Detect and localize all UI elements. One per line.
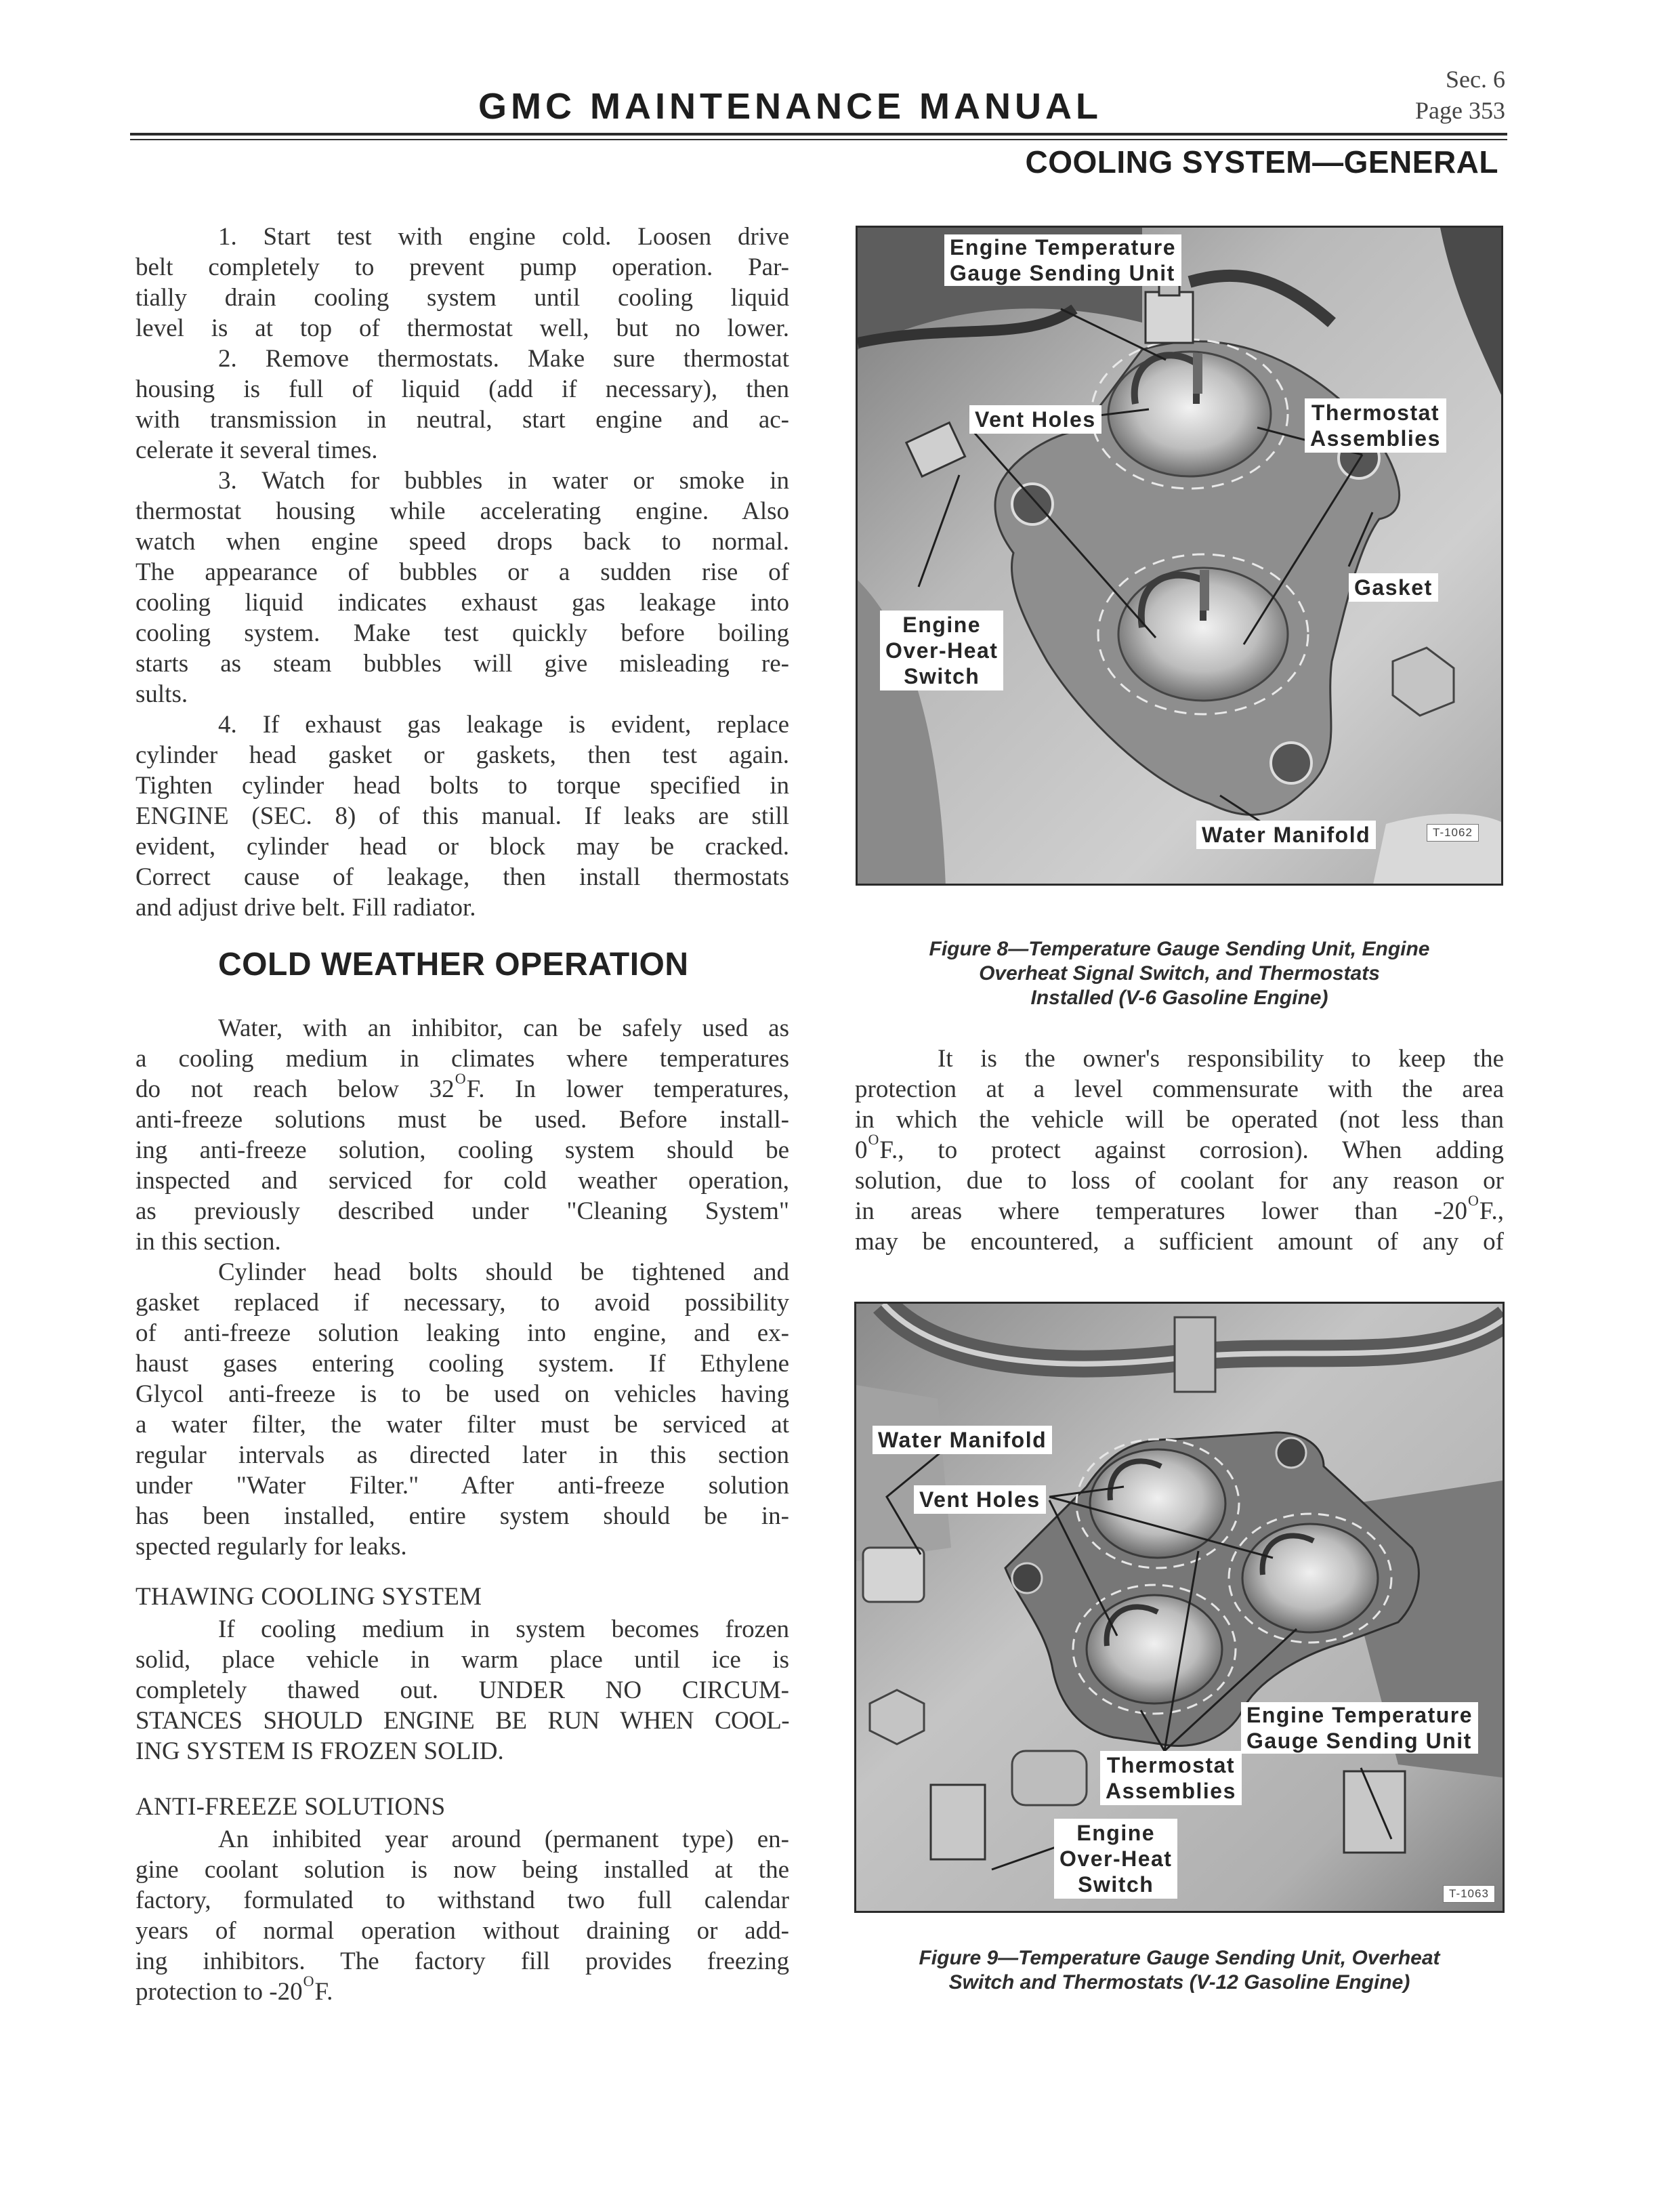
label-line: Thermostat [1311,400,1440,425]
text-line: 4. If exhaust gas leakage is evident, replace [218,711,789,739]
text-line: Glycol anti-freeze is to be used on vehicles having [135,1380,789,1408]
caption-line: Figure 9—Temperature Gauge Sending Unit, Overheat [919,1947,1440,1969]
text-line: solution, due to loss of coolant for any reason or [855,1167,1504,1195]
text-line: has been installed, entire system should be in- [135,1502,789,1530]
text-line [135,1973,789,2007]
degree-symbol: O [303,1973,314,1989]
text-line: celerate it several times. [135,436,378,464]
text-line: cooling system. Make test quickly before boiling [135,619,789,647]
text-line: cylinder head gasket or gaskets, then test again. [135,741,789,769]
text-line: ENGINE (SEC. 8) of this manual. If leaks are still [135,802,789,830]
text-line [855,1131,1504,1165]
text-line: ing inhibitors. The factory fill provides freezing [135,1947,789,1975]
text-line: It is the owner's responsibility to keep the [938,1045,1504,1073]
text-line: Tighten cylinder head bolts to torque specified in [135,772,789,800]
figure-tag: T-1063 [1443,1885,1495,1903]
antifreeze-body [135,1824,789,2007]
text-line [135,1070,789,1105]
text-line: ing anti-freeze solution, cooling system should be [135,1136,789,1164]
text-fragment: F., [1479,1197,1504,1225]
section-label: Sec. 6 [1446,66,1505,93]
antifreeze-heading: ANTI-FREEZE SOLUTIONS [135,1793,446,1821]
thawing-heading: THAWING COOLING SYSTEM [135,1583,482,1611]
header-rule-bottom [130,139,1507,140]
label-vent-holes: Vent Holes [969,405,1101,434]
cold-weather-para-1 [135,1013,789,1257]
label-water-manifold: Water Manifold [1196,821,1376,849]
text-line: in which the vehicle will be operated (not less than [855,1106,1504,1134]
text-line: housing is full of liquid (add if necessary), then [135,375,789,403]
text-line: regular intervals as directed later in this section [135,1441,789,1469]
text-line: a water filter, the water filter must be serviced at [135,1411,789,1439]
text-line: factory, formulated to withstand two full calendar [135,1886,789,1914]
label-line: Switch [1078,1872,1154,1897]
figure-9-caption [854,1946,1505,1995]
thawing-body [135,1614,789,1767]
step-3 [135,466,789,709]
text-line: The appearance of bubbles or a sudden rise of [135,558,789,586]
text-line: sults. [135,680,188,708]
text-line: of anti-freeze solution leaking into engine, and ex- [135,1319,789,1347]
text-line: spected regularly for leaks. [135,1533,407,1561]
owner-responsibility-para [855,1044,1504,1257]
text-line: protection at a level commensurate with the area [855,1075,1504,1103]
text-line: 2. Remove thermostats. Make sure thermostat [218,345,789,373]
figure-8-caption [856,937,1503,1010]
chapter-title: COOLING SYSTEM—GENERAL [1025,144,1498,180]
cold-weather-heading: COLD WEATHER OPERATION [218,947,689,983]
text-line: years of normal operation without draining or add- [135,1917,789,1945]
label-line: Engine [1076,1821,1156,1845]
text-line: cooling liquid indicates exhaust gas leakage into [135,589,789,617]
label-line: Thermostat [1106,1753,1236,1777]
cold-weather-body [135,1013,789,1562]
label-overheat-switch [1054,1819,1177,1899]
text-line: inspected and serviced for cold weather operation, [135,1167,789,1195]
section-number [1328,64,1505,126]
figure-9-photo [854,1302,1505,1913]
text-line: completely thawed out. UNDER NO CIRCUM- [135,1676,789,1704]
text-line: a cooling medium in climates where temperatures [135,1045,789,1073]
text-line: Cylinder head bolts should be tightened and [218,1258,789,1286]
label-line: Assemblies [1310,426,1441,451]
caption-line: Switch and Thermostats (V-12 Gasoline Engine) [948,1971,1410,1994]
text-line: and adjust drive belt. Fill radiator. [135,894,476,922]
label-line: Over-Heat [885,638,999,663]
text-line: evident, cylinder head or block may be cracked. [135,833,789,861]
figure-tag: T-1062 [1427,824,1479,842]
text-line: with transmission in neutral, start engine and ac- [135,406,789,434]
text-fragment: F., to protect against corrosion). When adding [879,1136,1504,1164]
label-gasket: Gasket [1349,573,1438,602]
text-line: level is at top of thermostat well, but no lower. [135,314,789,342]
label-vent-holes: Vent Holes [914,1485,1046,1514]
label-sending-unit [944,234,1181,286]
text-line: haust gases entering cooling system. If Ethylene [135,1350,789,1378]
figure-8-photo [856,226,1503,886]
text-line: If cooling medium in system becomes frozen [218,1615,789,1643]
label-line: Gauge Sending Unit [1246,1729,1472,1753]
text-line: under "Water Filter." After anti-freeze solution [135,1472,789,1500]
degree-symbol: O [868,1131,879,1148]
caption-line: Overheat Signal Switch, and Thermostats [979,962,1380,985]
engine-photo-illustration [858,228,1503,886]
text-line: as previously described under "Cleaning System" [135,1197,789,1225]
header-rule-top [130,133,1507,136]
engine-photo-illustration [856,1304,1505,1913]
text-fragment: 0 [855,1136,868,1164]
text-line: in this section. [135,1228,281,1256]
text-line: Water, with an inhibitor, can be safely used as [218,1014,789,1042]
caption-line: Installed (V-6 Gasoline Engine) [1030,987,1328,1009]
label-line: Engine Temperature [1246,1703,1473,1727]
caption-line: Figure 8—Temperature Gauge Sending Unit, Engine [929,938,1430,960]
label-line: Gauge Sending Unit [950,261,1175,285]
label-line: Switch [904,664,980,688]
text-line: 1. Start test with engine cold. Loosen drive [218,223,789,251]
text-fragment: F. In lower temperatures, [466,1075,789,1103]
step-1 [135,222,789,344]
text-line: starts as steam bubbles will give misleading re- [135,650,789,678]
degree-symbol: O [455,1070,466,1087]
test-steps [135,222,789,923]
step-2 [135,344,789,466]
label-line: Assemblies [1106,1779,1236,1803]
label-sending-unit [1241,1702,1478,1754]
text-line: Correct cause of leakage, then install thermostats [135,863,789,891]
text-line: gasket replaced if necessary, to avoid possibility [135,1289,789,1317]
label-line: Engine [902,613,982,637]
text-line: anti-freeze solutions must be used. Before install- [135,1106,789,1134]
text-fragment: do not reach below 32 [135,1075,455,1103]
text-fragment: in areas where temperatures lower than -20 [855,1197,1467,1225]
text-line: thermostat housing while accelerating engine. Also [135,497,789,525]
text-line: tially drain cooling system until cooling liquid [135,284,789,312]
text-line [855,1192,1504,1226]
cold-weather-para-2 [135,1257,789,1562]
label-water-manifold: Water Manifold [873,1426,1052,1454]
text-line: STANCES SHOULD ENGINE BE RUN WHEN COOL- [135,1707,789,1735]
text-line: ING SYSTEM IS FROZEN SOLID. [135,1737,504,1765]
label-thermostat-assemblies [1100,1751,1242,1805]
text-line: An inhibited year around (permanent type) en- [218,1825,789,1853]
label-thermostat-assemblies [1305,398,1446,453]
label-overheat-switch [880,611,1003,690]
degree-symbol: O [1467,1192,1479,1209]
text-fragment: F. [314,1978,333,2006]
text-line: may be encountered, a sufficient amount of any of [855,1228,1504,1256]
manual-title: GMC MAINTENANCE MANUAL [478,86,1102,127]
text-line: 3. Watch for bubbles in water or smoke in [218,467,789,495]
label-line: Over-Heat [1059,1846,1173,1871]
text-line: watch when engine speed drops back to normal. [135,528,789,556]
label-line: Engine Temperature [950,235,1177,260]
text-line: belt completely to prevent pump operation. Par- [135,253,789,281]
text-line: gine coolant solution is now being installed at the [135,1856,789,1884]
page-number: Page 353 [1415,97,1505,124]
text-fragment: protection to -20 [135,1978,303,2006]
step-4 [135,709,789,923]
text-line: solid, place vehicle in warm place until ice is [135,1646,789,1674]
